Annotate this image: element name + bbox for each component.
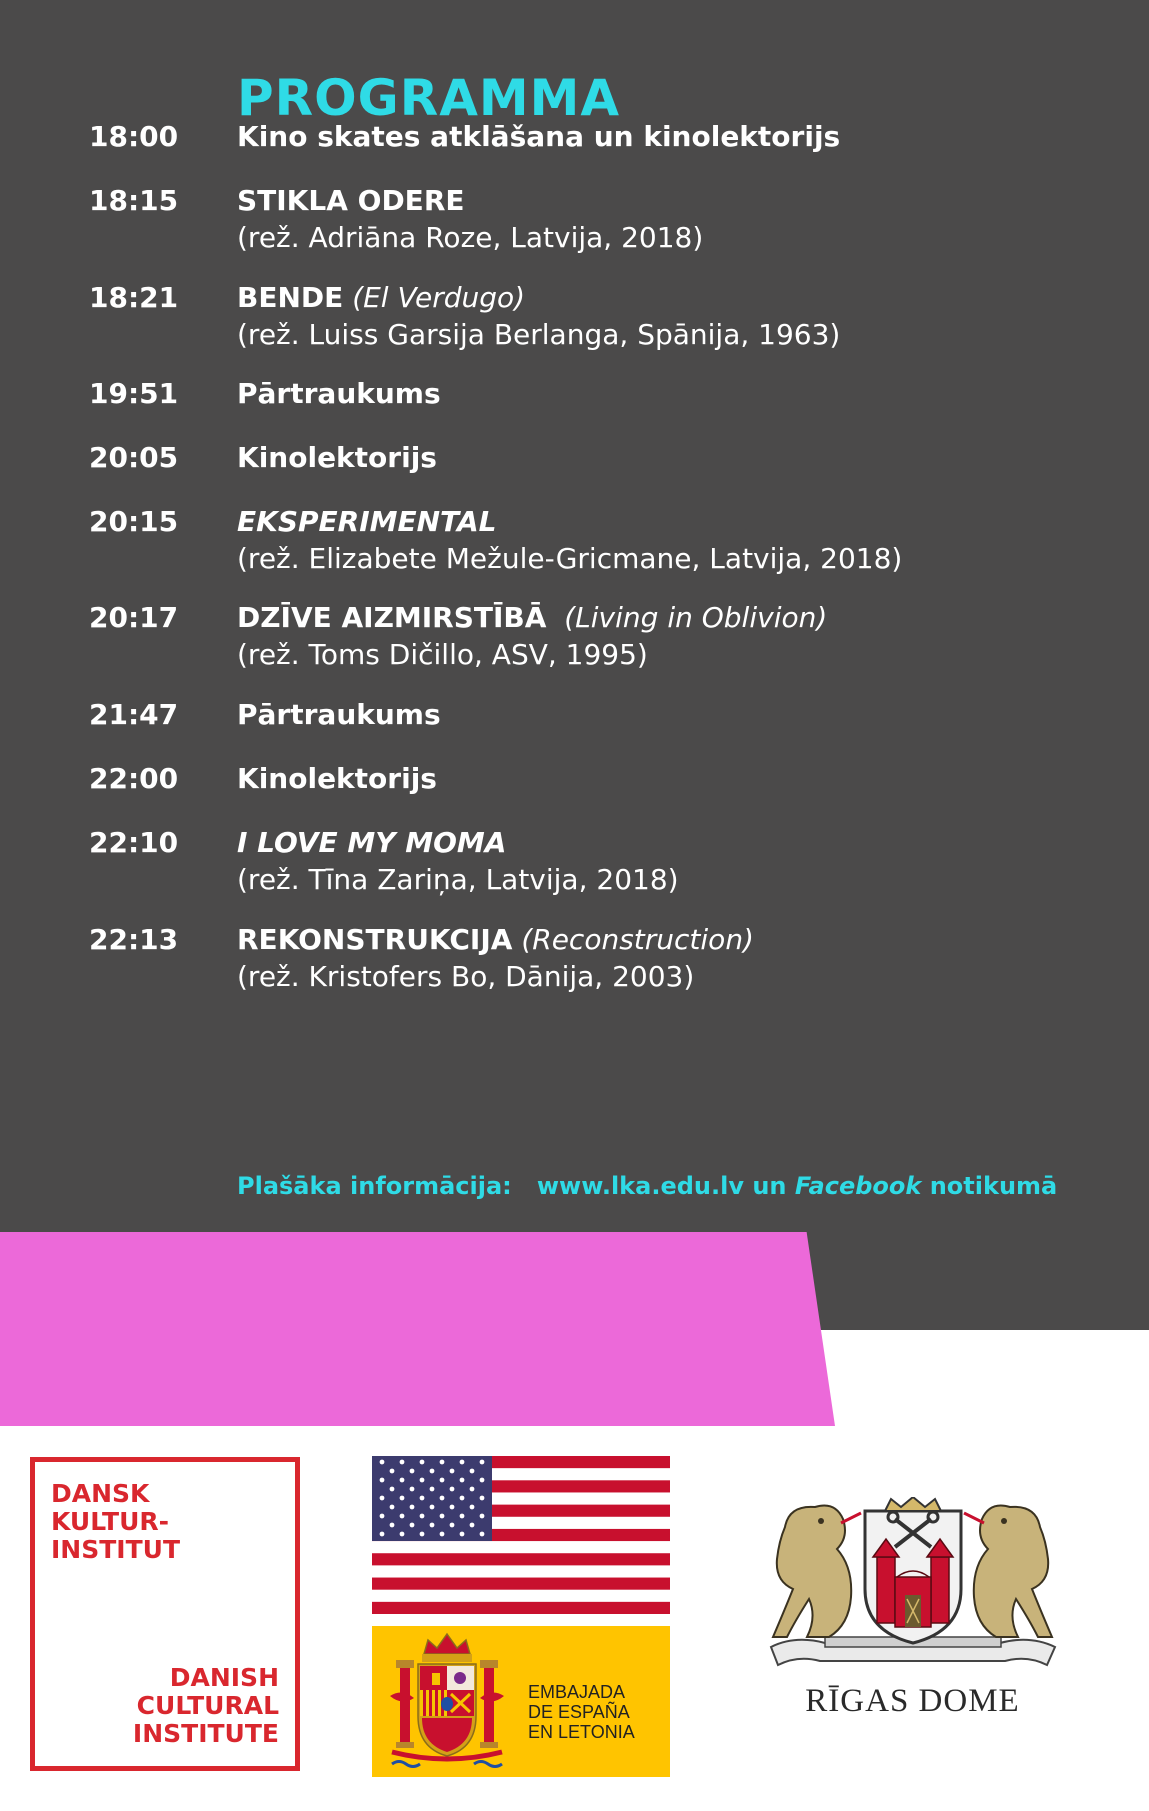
program-time: 19:51	[89, 377, 179, 410]
program-title: Kino skates atklāšana un kinolektorijs	[237, 120, 841, 153]
more-info-line	[237, 1172, 1057, 1200]
program-time: 20:15	[89, 505, 179, 538]
program-entry	[237, 696, 1117, 733]
program-time: 22:13	[89, 923, 179, 956]
program-entry	[237, 182, 1117, 256]
program-entry	[237, 921, 1117, 995]
program-credits: (rež. Adriāna Roze, Latvija, 2018)	[237, 221, 704, 254]
program-title-line	[237, 696, 1117, 733]
program-title-line	[237, 118, 1117, 155]
program-title-line	[237, 182, 1117, 219]
dci-bottom-line: DANISH	[169, 1663, 279, 1692]
program-title: Kinolektorijs	[237, 441, 437, 474]
program-entry	[237, 279, 1117, 353]
website-link[interactable]: www.lka.edu.lv	[536, 1172, 744, 1200]
program-entry	[237, 375, 1117, 412]
program-time: 20:05	[89, 441, 179, 474]
dci-danish-wordmark	[51, 1480, 180, 1564]
program-title: Pārtraukums	[237, 698, 441, 731]
spain-text-line: DE ESPAÑA	[528, 1702, 630, 1722]
program-original-title: (El Verdugo)	[352, 281, 526, 314]
spain-embassy-text	[528, 1682, 635, 1742]
dci-bottom-line: INSTITUTE	[132, 1719, 279, 1748]
dci-top-line: DANSK	[51, 1479, 150, 1508]
program-title: DZĪVE AIZMIRSTĪBĀ	[237, 601, 547, 634]
program-credits: (rež. Kristofers Bo, Dānija, 2003)	[237, 960, 695, 993]
spain-text-line: EMBAJADA	[528, 1682, 626, 1702]
program-time: 18:15	[89, 184, 179, 217]
program-original-title: (Reconstruction)	[521, 923, 754, 956]
program-title-line	[237, 439, 1117, 476]
program-time: 18:21	[89, 281, 179, 314]
program-time: 18:00	[89, 120, 179, 153]
dci-top-line: KULTUR-	[51, 1507, 170, 1536]
dci-top-line: INSTITUT	[51, 1535, 180, 1564]
program-original-title: (Living in Oblivion)	[564, 601, 828, 634]
riga-coat-of-arms-icon	[765, 1497, 1060, 1672]
riga-dome-label: RĪGAS DOME	[805, 1683, 1020, 1719]
program-time: 21:47	[89, 698, 179, 731]
program-title: BENDE	[237, 281, 344, 314]
program-title-line	[237, 921, 1117, 958]
page-title: PROGRAMMA	[237, 69, 621, 127]
danish-cultural-institute-logo	[30, 1457, 300, 1771]
us-flag-icon	[372, 1456, 670, 1614]
program-entry	[237, 439, 1117, 476]
program-credits: (rež. Tīna Zariņa, Latvija, 2018)	[237, 863, 679, 896]
program-title: Kinolektorijs	[237, 762, 437, 795]
program-title: REKONSTRUKCIJA	[237, 923, 513, 956]
program-title: STIKLA ODERE	[237, 184, 465, 217]
program-title-line	[237, 503, 1117, 540]
program-title-line	[237, 599, 1117, 636]
program-title: Pārtraukums	[237, 377, 441, 410]
program-entry	[237, 824, 1117, 898]
dci-bottom-line: CULTURAL	[136, 1691, 279, 1720]
more-info-suffix: notikumā	[929, 1172, 1058, 1200]
dci-english-wordmark	[133, 1664, 279, 1748]
program-title: EKSPERIMENTAL	[237, 505, 497, 538]
more-info-label: Plašāka informācija:	[237, 1172, 512, 1200]
program-credits: (rež. Toms Dičillo, ASV, 1995)	[237, 638, 648, 671]
program-time: 22:00	[89, 762, 179, 795]
program-title-line	[237, 760, 1117, 797]
program-time: 22:10	[89, 826, 179, 859]
program-credits: (rež. Luiss Garsija Berlanga, Spānija, 1963)	[237, 318, 841, 351]
program-time: 20:17	[89, 601, 179, 634]
program-title-line	[237, 824, 1117, 861]
program-entry	[237, 599, 1117, 673]
program-credits: (rež. Elizabete Mežule-Gricmane, Latvija, 2018)	[237, 542, 903, 575]
facebook-link[interactable]: Facebook	[794, 1172, 922, 1200]
program-entry	[237, 118, 1117, 155]
program-title-line	[237, 375, 1117, 412]
pink-decorative-band	[0, 1232, 835, 1426]
spain-coat-of-arms-icon	[372, 1626, 522, 1777]
more-info-conj: un	[752, 1172, 787, 1200]
program-entry	[237, 760, 1117, 797]
program-entry	[237, 503, 1117, 577]
spain-embassy-logo	[372, 1626, 670, 1777]
program-title-line	[237, 279, 1117, 316]
program-title: I LOVE MY MOMA	[237, 826, 507, 859]
spain-text-line: EN LETONIA	[528, 1722, 635, 1742]
